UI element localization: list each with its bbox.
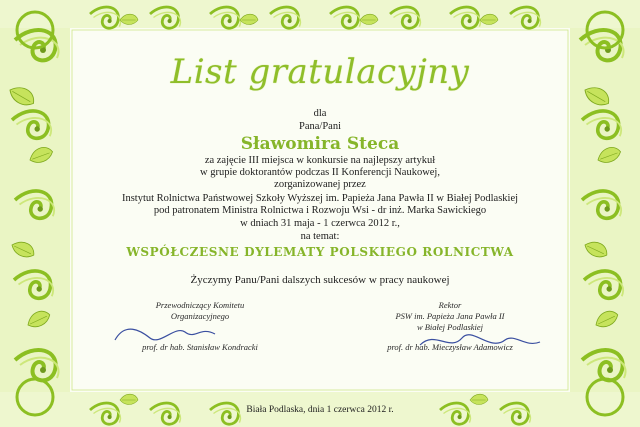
body-line: za zajęcie III miejsca w konkursie na najlepszy artykuł [204,155,436,166]
signature-role: w Białej Podlaskiej [416,322,484,332]
body-line: pod patronatem Ministra Rolnictwa i Rozwoju Wsi - dr inż. Marka Sawickiego [153,205,487,216]
salutation-line: Pana/Pani [299,121,341,132]
body-line: na temat: [300,231,340,242]
body-line: zorganizowanej przez [274,179,366,190]
recipient-name: Sławomira Steca [240,134,400,154]
signature-role: Przewodniczący Komitetu [155,300,245,310]
body-line: w grupie doktorantów podczas II Konferencji Naukowej, [200,167,440,178]
certificate-content [70,0,570,427]
wish-line: Życzymy Panu/Pani dalszych sukcesów w pracy naukowej [190,274,450,286]
signature-role: Organizacyjnego [170,311,230,321]
signatory-name: prof. dr hab. Stanisław Kondracki [142,342,258,352]
signature-block-left [120,300,280,352]
signature-role: Rektor [438,300,462,310]
certificate-title: List gratulacyjny [170,52,470,92]
body-line: Instytut Rolnictwa Państwowej Szkoły Wyższej im. Papieża Jana Pawła II w Białej Podlaskiej [121,193,519,204]
body-line: w dniach 31 maja - 1 czerwca 2012 r., [240,218,400,229]
signature-block-right [375,300,525,352]
for-line: dla [313,108,327,119]
place-date-footer: Biała Podlaska, dnia 1 czerwca 2012 r. [246,405,394,415]
conference-topic: WSPÓŁCZESNE DYLEMATY POLSKIEGO ROLNICTWA [126,245,514,259]
signatory-name: prof. dr hab. Mieczysław Adamowicz [387,342,513,352]
signature-role: PSW im. Papieża Jana Pawła II [395,311,505,321]
